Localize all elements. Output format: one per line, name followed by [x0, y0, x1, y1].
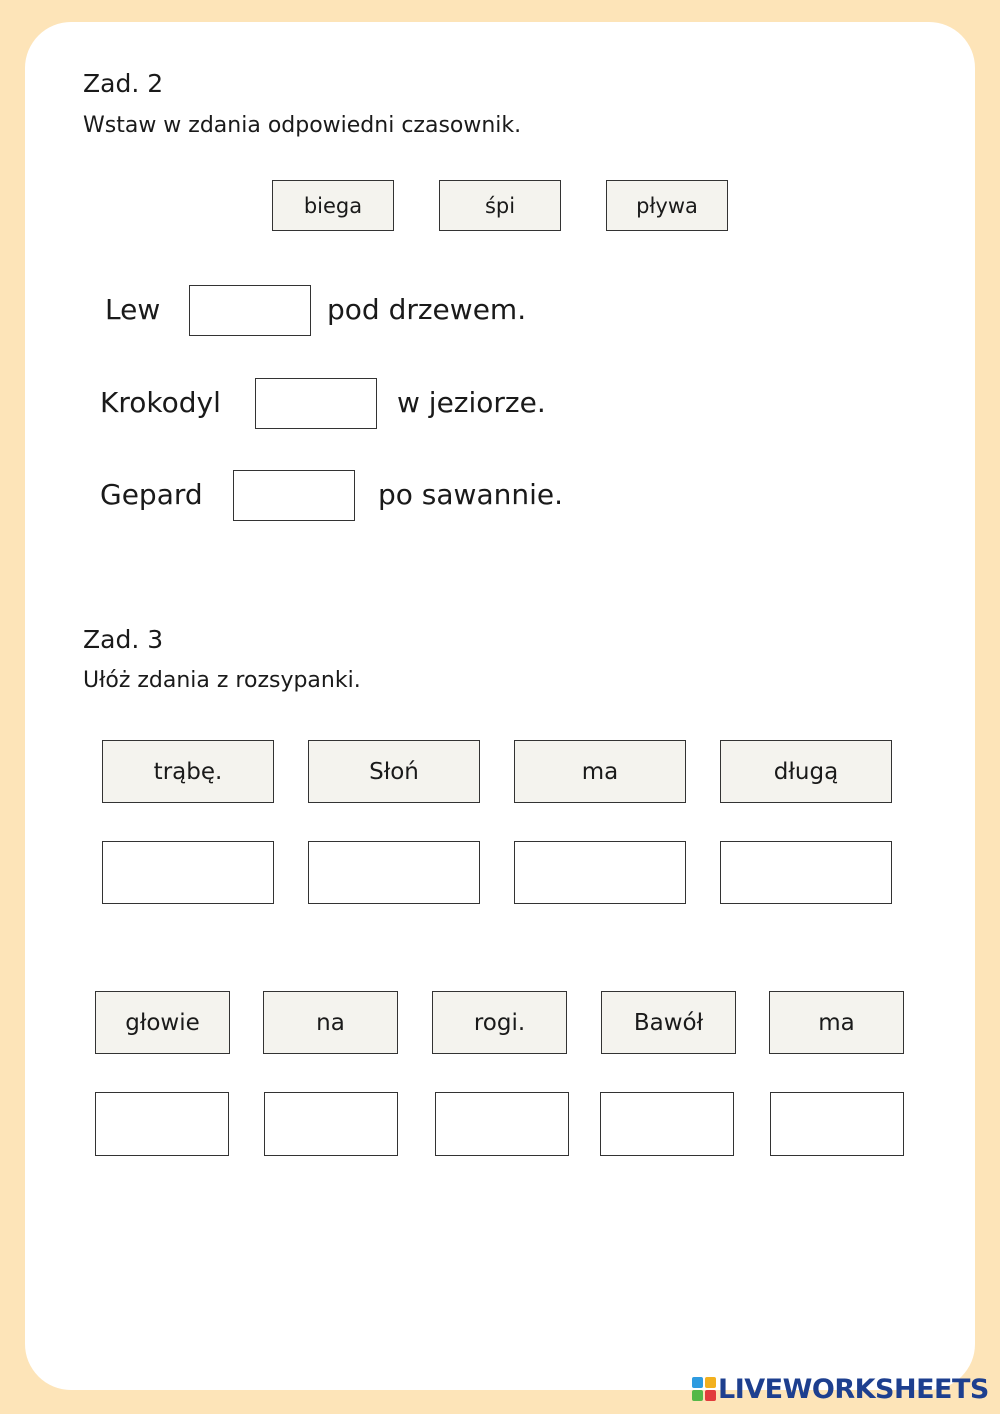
scramble2-drop-slot[interactable] — [264, 1092, 398, 1156]
word-tile-plywa[interactable]: pływa — [606, 180, 728, 231]
scramble1-drop-slot[interactable] — [720, 841, 892, 904]
sentence-2-drop-slot[interactable] — [255, 378, 377, 429]
scramble1-tile[interactable]: trąbę. — [102, 740, 274, 803]
task2-instruction: Wstaw w zdania odpowiedni czasownik. — [83, 113, 522, 138]
scramble2-drop-slot[interactable] — [95, 1092, 229, 1156]
brand-name: LIVEWORKSHEETS — [718, 1373, 989, 1405]
sentence-1-drop-slot[interactable] — [189, 285, 311, 336]
word-tile-spi[interactable]: śpi — [439, 180, 561, 231]
liveworksheets-logo — [692, 1374, 989, 1404]
logo-mark-icon — [692, 1377, 716, 1401]
task3-instruction: Ułóż zdania z rozsypanki. — [83, 668, 361, 693]
scramble2-tile[interactable]: rogi. — [432, 991, 567, 1054]
task3-heading: Zad. 3 — [83, 625, 164, 654]
sentence-3-start: Gepard — [100, 478, 203, 511]
scramble2-tile[interactable]: głowie — [95, 991, 230, 1054]
task2-heading: Zad. 2 — [83, 69, 164, 98]
sentence-3-drop-slot[interactable] — [233, 470, 355, 521]
scramble2-drop-slot[interactable] — [600, 1092, 734, 1156]
scramble1-drop-slot[interactable] — [308, 841, 480, 904]
word-tile-biega[interactable]: biega — [272, 180, 394, 231]
scramble1-tile[interactable]: długą — [720, 740, 892, 803]
scramble1-drop-slot[interactable] — [102, 841, 274, 904]
sentence-2-start: Krokodyl — [100, 386, 221, 419]
sentence-3-end: po sawannie. — [378, 478, 564, 511]
scramble2-drop-slot[interactable] — [435, 1092, 569, 1156]
scramble1-tile[interactable]: Słoń — [308, 740, 480, 803]
scramble1-tile[interactable]: ma — [514, 740, 686, 803]
scramble1-drop-slot[interactable] — [514, 841, 686, 904]
scramble2-tile[interactable]: na — [263, 991, 398, 1054]
sentence-2-end: w jeziorze. — [397, 386, 546, 419]
sentence-1-start: Lew — [105, 293, 161, 326]
sentence-1-end: pod drzewem. — [327, 293, 527, 326]
scramble2-drop-slot[interactable] — [770, 1092, 904, 1156]
scramble2-tile[interactable]: ma — [769, 991, 904, 1054]
scramble2-tile[interactable]: Bawół — [601, 991, 736, 1054]
